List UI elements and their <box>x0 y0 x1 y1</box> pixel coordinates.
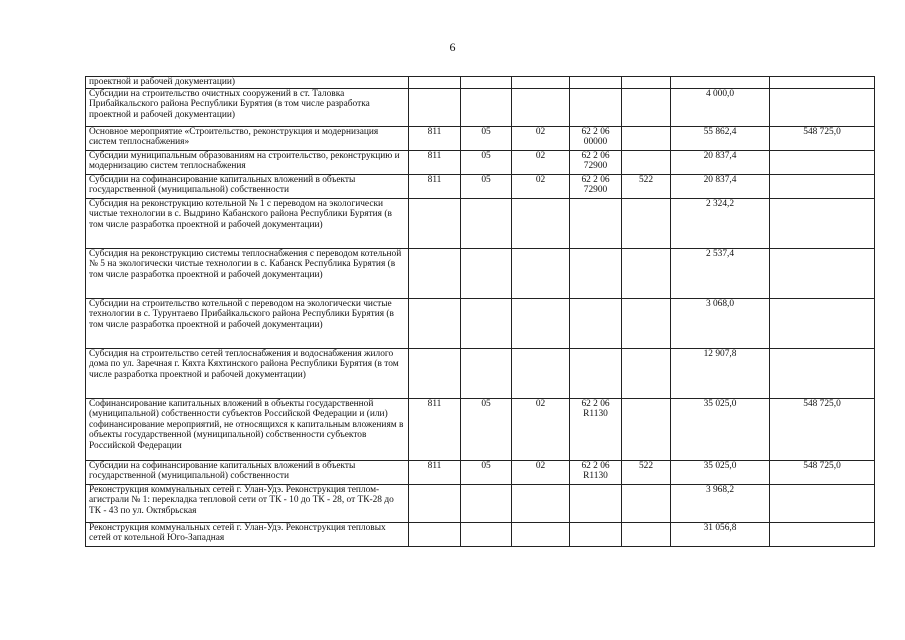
row-amount-2 <box>770 348 875 398</box>
row-amount-1: 3 968,2 <box>671 484 770 522</box>
row-amount-2 <box>770 77 875 89</box>
row-amount-2 <box>770 150 875 174</box>
row-target-article-code: 62 2 06 R1130 <box>570 460 622 484</box>
row-target-article-code <box>570 298 622 348</box>
row-expense-type-code <box>622 248 671 298</box>
row-grbs-code <box>409 198 461 248</box>
table-row <box>86 348 875 398</box>
row-target-article-code: 62 2 06 00000 <box>570 126 622 150</box>
row-grbs-code: 811 <box>409 174 461 198</box>
row-target-article-code <box>570 248 622 298</box>
row-expense-type-code <box>622 298 671 348</box>
row-grbs-code <box>409 484 461 522</box>
row-section-code <box>461 484 512 522</box>
row-section-code <box>461 77 512 89</box>
row-amount-2: 548 725,0 <box>770 398 875 460</box>
row-name: Субсидия на реконструкцию системы теплоснабжения с переводом котельной № 5 на экологически чистые технологии в с. Кабанск Республика Бурятия (в том числе разработка проектной и рабочей документации) <box>86 248 409 298</box>
row-section-code: 05 <box>461 398 512 460</box>
row-amount-2 <box>770 522 875 546</box>
row-section-code <box>461 348 512 398</box>
row-name: Основное мероприятие «Строительство, реконструкция и модернизация систем теплоснабжения» <box>86 126 409 150</box>
table-row <box>86 126 875 150</box>
row-amount-2 <box>770 198 875 248</box>
row-section-code: 05 <box>461 126 512 150</box>
row-amount-2 <box>770 298 875 348</box>
table-row <box>86 248 875 298</box>
row-grbs-code <box>409 522 461 546</box>
row-amount-1: 35 025,0 <box>671 460 770 484</box>
row-section-code: 05 <box>461 460 512 484</box>
row-amount-2: 548 725,0 <box>770 460 875 484</box>
row-amount-2: 548 725,0 <box>770 126 875 150</box>
row-subsection-code <box>512 348 570 398</box>
row-expense-type-code <box>622 484 671 522</box>
row-name: Субсидии на софинансирование капитальных вложений в объекты государственной (муниципальной) собственности <box>86 174 409 198</box>
row-grbs-code <box>409 248 461 298</box>
row-amount-1: 12 907,8 <box>671 348 770 398</box>
row-section-code <box>461 522 512 546</box>
row-section-code <box>461 248 512 298</box>
row-subsection-code <box>512 298 570 348</box>
row-expense-type-code <box>622 126 671 150</box>
row-name: Субсидии муниципальным образованиям на строительство, реконструкцию и модернизацию систем теплоснабжения <box>86 150 409 174</box>
row-subsection-code <box>512 484 570 522</box>
row-subsection-code: 02 <box>512 460 570 484</box>
table-row <box>86 522 875 546</box>
row-grbs-code: 811 <box>409 398 461 460</box>
row-expense-type-code <box>622 522 671 546</box>
row-amount-2 <box>770 484 875 522</box>
table-row <box>86 460 875 484</box>
row-name: Субсидия на строительство сетей теплоснабжения и водоснабжения жилого дома по ул. Заречная г. Кяхта Кяхтинского района Республики Бурятия (в том числе разработка проектной и рабочей документации) <box>86 348 409 398</box>
row-grbs-code: 811 <box>409 460 461 484</box>
row-section-code <box>461 88 512 126</box>
row-subsection-code: 02 <box>512 174 570 198</box>
row-grbs-code: 811 <box>409 150 461 174</box>
row-expense-type-code <box>622 77 671 89</box>
row-amount-1: 35 025,0 <box>671 398 770 460</box>
row-amount-1: 31 056,8 <box>671 522 770 546</box>
row-amount-2 <box>770 88 875 126</box>
row-section-code: 05 <box>461 174 512 198</box>
row-subsection-code <box>512 522 570 546</box>
row-amount-1: 20 837,4 <box>671 174 770 198</box>
row-section-code <box>461 198 512 248</box>
row-target-article-code: 62 2 06 72900 <box>570 150 622 174</box>
row-name: Софинансирование капитальных вложений в объекты государственной (муниципальной) собственности субъектов Российской Федерации и (или) софинансирование мероприятий, не относящихся к капитальным вложениям в объекты государственной (муниципальной) собственности субъектов Российской Федерации <box>86 398 409 460</box>
row-name: Реконструкция коммунальных сетей г. Улан-Удэ. Реконструкция тепломагистрали № 1: перекладка тепловой сети от ТК - 10 до ТК - 28, от ТК-28 до ТК - 43 по ул. Октябрьская <box>86 484 409 522</box>
row-subsection-code <box>512 198 570 248</box>
row-target-article-code: 62 2 06 R1130 <box>570 398 622 460</box>
table-row <box>86 174 875 198</box>
row-target-article-code <box>570 522 622 546</box>
row-amount-1: 2 324,2 <box>671 198 770 248</box>
table-row <box>86 484 875 522</box>
row-grbs-code <box>409 77 461 89</box>
row-amount-1: 55 862,4 <box>671 126 770 150</box>
row-name: Субсидия на реконструкцию котельной № 1 с переводом на экологически чистые технологии в с. Выдрино Кабанского района Республики Бурятия (в том числе разработка проектной и рабочей документации) <box>86 198 409 248</box>
row-subsection-code <box>512 248 570 298</box>
row-name: Реконструкция коммунальных сетей г. Улан-Удэ. Реконструкция тепловых сетей от котельной Юго-Западная <box>86 522 409 546</box>
table-row <box>86 398 875 460</box>
row-amount-1: 3 068,0 <box>671 298 770 348</box>
table-row <box>86 198 875 248</box>
row-expense-type-code <box>622 150 671 174</box>
table-row <box>86 298 875 348</box>
table-row <box>86 150 875 174</box>
row-amount-1: 4 000,0 <box>671 88 770 126</box>
row-expense-type-code <box>622 88 671 126</box>
row-target-article-code <box>570 348 622 398</box>
row-name: Субсидии на строительство котельной с переводом на экологически чистые технологии в с. Турунтаево Прибайкальского района Республики Бурятия (в том числе разработка проектной и рабочей документации) <box>86 298 409 348</box>
row-target-article-code: 62 2 06 72900 <box>570 174 622 198</box>
row-expense-type-code <box>622 348 671 398</box>
row-grbs-code <box>409 348 461 398</box>
row-subsection-code: 02 <box>512 126 570 150</box>
row-name: проектной и рабочей документации) <box>86 77 409 89</box>
row-amount-2 <box>770 174 875 198</box>
row-subsection-code <box>512 77 570 89</box>
row-subsection-code: 02 <box>512 398 570 460</box>
row-target-article-code <box>570 484 622 522</box>
row-subsection-code: 02 <box>512 150 570 174</box>
row-expense-type-code <box>622 398 671 460</box>
row-amount-1 <box>671 77 770 89</box>
row-expense-type-code: 522 <box>622 174 671 198</box>
row-grbs-code <box>409 88 461 126</box>
row-amount-1: 20 837,4 <box>671 150 770 174</box>
row-section-code: 05 <box>461 150 512 174</box>
row-amount-1: 2 537,4 <box>671 248 770 298</box>
row-target-article-code <box>570 198 622 248</box>
row-name: Субсидии на софинансирование капитальных вложений в объекты государственной (муниципальной) собственности <box>86 460 409 484</box>
table-row <box>86 88 875 126</box>
row-grbs-code: 811 <box>409 126 461 150</box>
table-row <box>86 77 875 89</box>
row-expense-type-code <box>622 198 671 248</box>
row-target-article-code <box>570 88 622 126</box>
row-name: Субсидии на строительство очистных сооружений в ст. Таловка Прибайкальского района Республики Бурятия (в том числе разработка проектной и рабочей документации) <box>86 88 409 126</box>
budget-table <box>85 76 875 547</box>
row-expense-type-code: 522 <box>622 460 671 484</box>
page-number: 6 <box>449 40 456 54</box>
table-body <box>86 77 875 547</box>
row-amount-2 <box>770 248 875 298</box>
row-target-article-code <box>570 77 622 89</box>
row-section-code <box>461 298 512 348</box>
row-grbs-code <box>409 298 461 348</box>
row-subsection-code <box>512 88 570 126</box>
